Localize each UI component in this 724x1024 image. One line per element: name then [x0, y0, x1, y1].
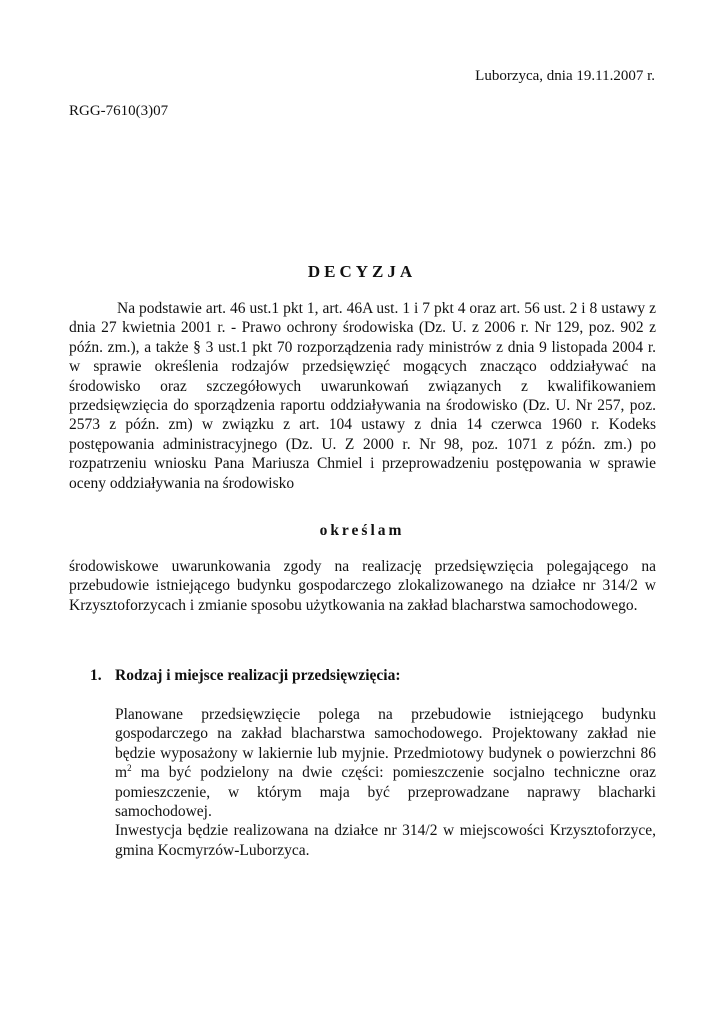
description-text-part1: Planowane przedsięwzięcie polega na przebudowie istniejącego budynku gospodarczego na zakład blacharstwa samochodowego. Projektowany zakład nie będzie wyposażony w lakiernie lub myjnie. Przedmiotowy budynek o powierzchni 86 m: [115, 706, 656, 782]
superscript-2: 2: [127, 763, 132, 774]
section-1-number: 1.: [90, 667, 102, 684]
description-text-part2: ma być podzielony na dwie części: pomieszczenie socjalno techniczne oraz pomieszczenie, w którym maja być przeprowadzane naprawy blacharki samochodowej.: [115, 764, 656, 821]
reference-number: RGG-7610(3)07: [69, 103, 169, 119]
decision-scope-paragraph: środowiskowe uwarunkowania zgody na realizację przedsięwzięcia polegającego na przebudowie istniejącego budynku gospodarczego zlokalizowanego na działce nr 314/2 w Krzysztoforzycach i zmianie sposobu użytkowania na zakład blacharstwa samochodowego.: [69, 558, 656, 614]
section-1-paragraph-location: Inwestycja będzie realizowana na działce nr 314/2 w miejscowości Krzysztoforzyce, gmina Kocmyrzów-Luborzyca.: [115, 822, 656, 859]
section-1-heading: [90, 667, 401, 685]
section-1-title: Rodzaj i miejsce realizacji przedsięwzięcia:: [115, 667, 401, 684]
section-1-body: [115, 705, 656, 860]
legal-basis-paragraph: Na podstawie art. 46 ust.1 pkt 1, art. 46A ust. 1 i 7 pkt 4 oraz art. 56 ust. 2 i 8 ustawy z dnia 27 kwietnia 2001 r. - Prawo ochrony środowiska (Dz. U. z 2006 r. Nr 129, poz. 902 z późn. zm.), a także § 3 ust.1 pkt 70 rozporządzenia rady ministrów z dnia 9 listopada 2004 r. w sprawie określenia rodzajów przedsięwzięć mogących znacząco oddziaływać na środowisko oraz szczegółowych uwarunkowań związanych z kwalifikowaniem przedsięwzięcia do sporządzenia raportu oddziaływania na środowisko (Dz. U. Nr 257, poz. 2573 z późn. zm) w związku z art. 104 ustawy z dnia 14 czerwca 1960 r. Kodeks postępowania administracyjnego (Dz. U. Z 2000 r. Nr 98, poz. 1071 z późn. zm.) po rozpatrzeniu wniosku Pana Mariusza Chmiel i przeprowadzeniu postępowania w sprawie oceny oddziaływania na środowisko: [69, 300, 656, 492]
place-and-date: Luborzyca, dnia 19.11.2007 r.: [475, 68, 655, 84]
section-1-paragraph-description: [115, 705, 656, 821]
verdict-heading: określam: [319, 522, 405, 539]
document-title: DECYZJA: [307, 262, 417, 281]
